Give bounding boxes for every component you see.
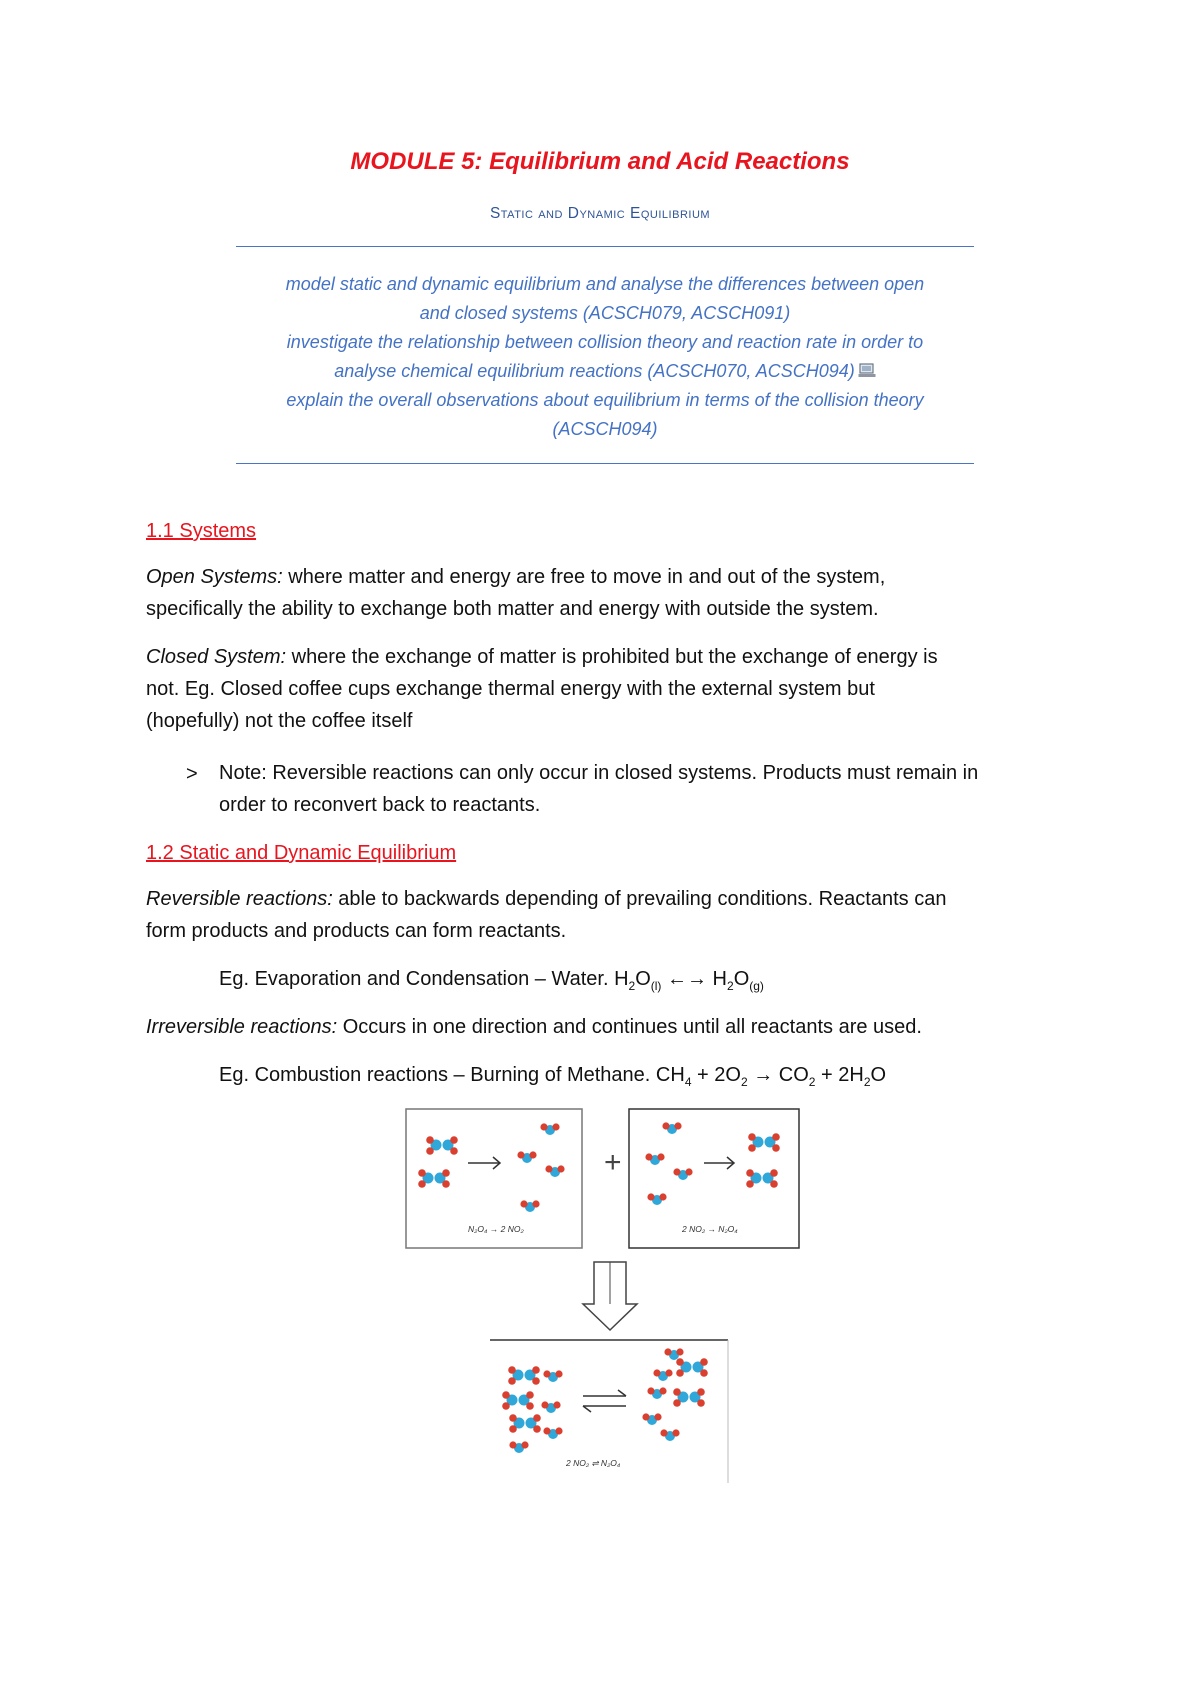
open-systems-text: specifically the ability to exchange both matter and energy with outside the system.	[146, 598, 879, 620]
page-subtitle: Static and Dynamic Equilibrium	[489, 205, 711, 222]
molecule-no2	[541, 1401, 560, 1413]
open-systems-text: where matter and energy are free to move in and out of the system,	[282, 566, 886, 588]
box1-caption: N₂O₄ → 2 NO₂	[468, 1224, 524, 1234]
section-heading-systems: 1.1 Systems	[146, 520, 257, 542]
molecule-no2	[543, 1370, 562, 1382]
section-heading-equilibrium: 1.2 Static and Dynamic Equilibrium	[146, 842, 457, 864]
molecule-no2	[543, 1427, 562, 1439]
outcome-line: explain the overall observations about equilibrium in terms of the collision theory	[286, 390, 924, 410]
outcome-line: (ACSCH094)	[552, 419, 658, 439]
molecule-n2o4	[676, 1358, 708, 1377]
closed-system-text: where the exchange of matter is prohibited but the exchange of energy is	[286, 646, 938, 668]
note-text: order to reconvert back to reactants.	[219, 794, 541, 816]
box2-caption: 2 NO₂ → N₂O₄	[682, 1224, 738, 1234]
note-text: Note: Reversible reactions can only occur in closed systems. Products must remain in	[219, 762, 979, 784]
reversible-text: form products and products can form reactants.	[146, 920, 567, 942]
outcome-line: investigate the relationship between collision theory and reaction rate in order to	[286, 332, 924, 352]
open-systems-term: Open Systems:	[146, 566, 283, 588]
molecule-n2o4	[508, 1366, 540, 1385]
irreversible-text: Occurs in one direction and continues until all reactants are used.	[337, 1016, 922, 1038]
molecule-n2o4	[509, 1414, 541, 1433]
plus-sign: +	[604, 1146, 622, 1179]
closed-system-term: Closed System:	[146, 646, 287, 668]
outcome-line: and closed systems (ACSCH079, ACSCH091)	[419, 303, 791, 323]
outcome-line: model static and dynamic equilibrium and analyse the differences between open	[285, 274, 925, 294]
equilibrium-arrow-reverse-head	[583, 1406, 591, 1412]
irreversible-term: Irreversible reactions:	[146, 1016, 338, 1038]
molecule-n2o4	[673, 1388, 705, 1407]
outcome-text: analyse chemical equilibrium reactions (ACSCH070, ACSCH094)	[334, 361, 855, 381]
reversible-term: Reversible reactions:	[146, 888, 333, 910]
molecule-no2	[647, 1387, 666, 1399]
bullet-arrow: >	[186, 763, 198, 785]
closed-system-text: not. Eg. Closed coffee cups exchange thermal energy with the external system but	[146, 678, 875, 700]
equilibrium-caption: 2 NO₂ ⇌ N₂O₄	[566, 1458, 621, 1468]
example-combustion: Eg. Combustion reactions – Burning of Methane. $CH_4 + 2O_2 \to CO_2 + 2H_2O$	[219, 1064, 887, 1089]
molecule-no2	[664, 1348, 683, 1360]
reversible-text: able to backwards depending of prevailing conditions. Reactants can	[332, 888, 947, 910]
closed-system-text: (hopefully) not the coffee itself	[146, 710, 413, 732]
molecule-n2o4	[502, 1391, 534, 1410]
equilibrium-arrow-forward-head	[618, 1390, 626, 1396]
molecule-no2	[509, 1441, 528, 1453]
molecule-no2	[660, 1429, 679, 1441]
example-evaporation: Eg. Evaporation and Condensation – Water. $H_2O_{(l)}$ ←→ $H_2O_{(g)}$	[219, 968, 764, 993]
molecule-no2	[653, 1369, 672, 1381]
molecule-no2	[642, 1413, 661, 1425]
page-title: MODULE 5: Equilibrium and Acid Reactions	[350, 148, 850, 175]
